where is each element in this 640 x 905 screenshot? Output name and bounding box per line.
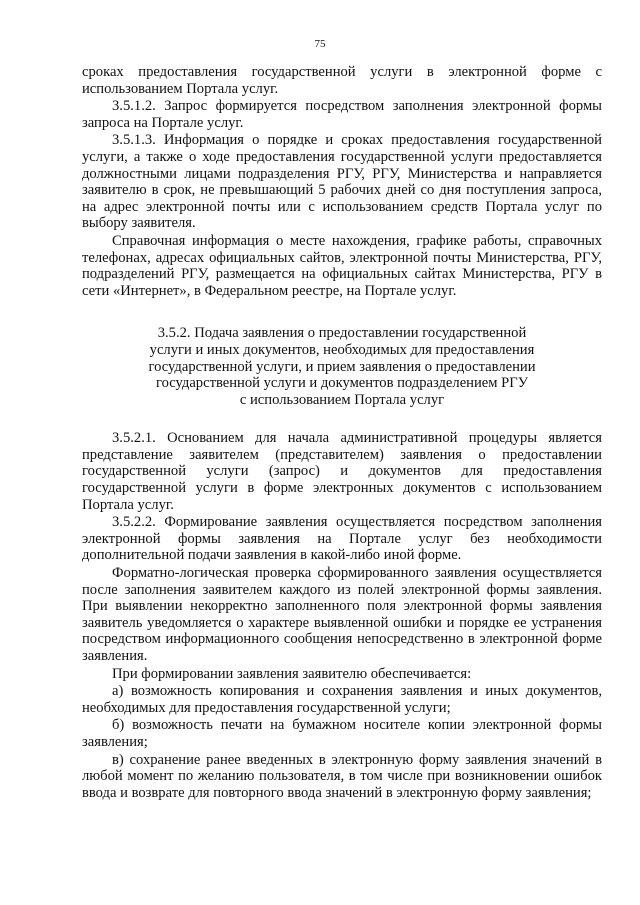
heading-line: государственной услуги, и прием заявления о предоставлении <box>148 358 536 375</box>
page-number: 75 <box>314 38 326 50</box>
list-item: б) возможность печати на бумажном носителе копии электронной формы заявления; <box>82 717 602 750</box>
paragraph: 3.5.1.3. Информация о порядке и сроках предоставления государственной услуги, а также о ходе предоставления государственной услуги предоставляется должностными лицами подразделения РГУ, РГУ, Министерства и направляется заявителю в срок, не превышающий 5 рабочих дней со дня поступления запроса, на адрес электронной почты или с использованием средств Портала услуг по выбору заявителя. <box>82 132 602 232</box>
paragraph: 3.5.1.2. Запрос формируется посредством заполнения электронной формы запроса на Портале услуг. <box>82 98 602 131</box>
heading-line: услуги и иных документов, необходимых для предоставления <box>149 341 535 358</box>
list-item: в) сохранение ранее введенных в электронную форму заявления значений в любой момент по желанию пользователя, в том числе при возникновении ошибок ввода и возврате для повторного ввода значений в электронную форму заявления; <box>82 751 602 801</box>
paragraph: Форматно-логическая проверка сформированного заявления осуществляется после заполнения заявителем каждого из полей электронной формы заявления. При выявлении некорректно заполненного поля электронной формы заявления заявитель уведомляется о характере выявленной ошибки и порядке ее устранения посредством информационного сообщения непосредственно в электронной форме заявления. <box>82 565 602 664</box>
heading-line: государственной услуги и документов подразделением РГУ <box>155 375 529 392</box>
document-body <box>82 64 602 802</box>
list-item: а) возможность копирования и сохранения заявления и иных документов, необходимых для предоставления государственной услуги; <box>82 683 602 716</box>
heading-line: 3.5.2. Подача заявления о предоставлении государственной <box>157 325 527 342</box>
paragraph: 3.5.2.1. Основанием для начала административной процедуры является представление заявителем (представителем) заявления о предоставлении государственной услуги (запрос) и документов для предоставления государственной услуги в форме электронных документов с использованием Портала услуг. <box>82 430 602 513</box>
paragraph: 3.5.2.2. Формирование заявления осуществляется посредством заполнения электронной формы заявления на Портале услуг без необходимости дополнительной подачи заявления в какой-либо иной форме. <box>82 514 602 564</box>
section-heading <box>82 325 602 408</box>
paragraph: Справочная информация о месте нахождения, графике работы, справочных телефонах, адресах официальных сайтов, электронной почты Министерства, РГУ, подразделений РГУ, размещается на официальных сайтах Министерства, РГУ в сети «Интернет», в Федеральном реестре, на Портале услуг. <box>82 232 602 299</box>
heading-line: с использованием Портала услуг <box>239 391 445 408</box>
paragraph: сроках предоставления государственной услуги в электронной форме с использованием Портала услуг. <box>82 64 602 97</box>
paragraph: При формировании заявления заявителю обеспечивается: <box>112 665 472 682</box>
